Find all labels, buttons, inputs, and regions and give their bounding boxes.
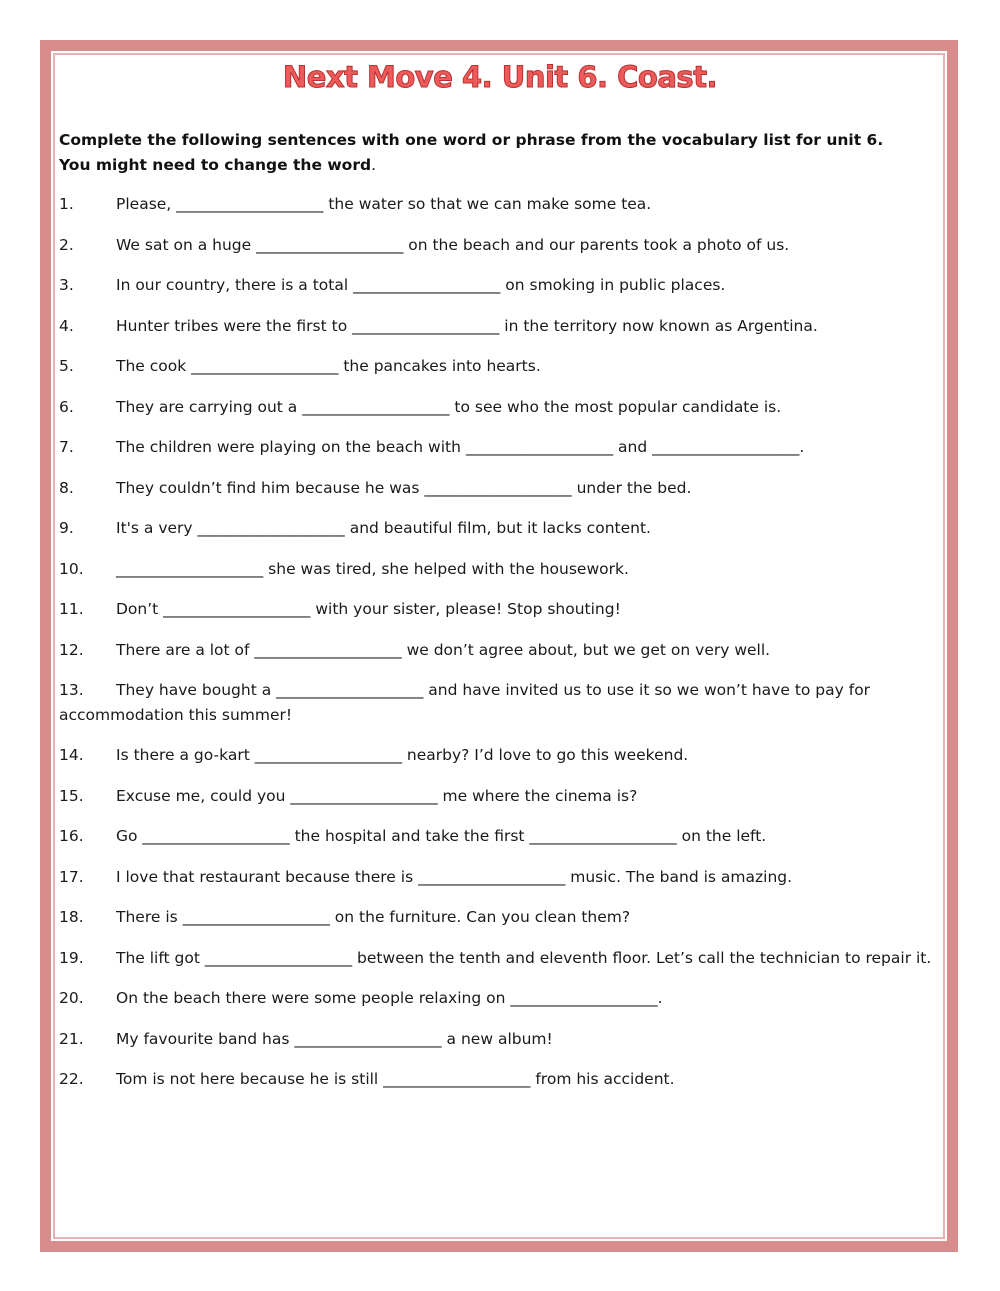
sentence-text: Tom is not here because he is still ___________________ from his accident. — [116, 1070, 675, 1088]
sentence-item — [59, 273, 934, 298]
sentence-number: 20. — [59, 989, 84, 1007]
instructions — [59, 128, 919, 177]
sentence-item — [59, 597, 934, 622]
sentence-text: They are carrying out a ___________________ to see who the most popular candidate is. — [116, 397, 782, 416]
sentence-number: 11. — [59, 600, 84, 618]
sentence-number: 9. — [59, 519, 74, 537]
sentence-item — [59, 476, 934, 501]
sentence-number: 4. — [59, 316, 74, 335]
sentence-text: The cook ___________________ the pancakes into hearts. — [116, 357, 541, 375]
sentence-text: In our country, there is a total ___________________ on smoking in public places. — [116, 276, 726, 294]
sentence-text: My favourite band has ___________________ a new album! — [116, 1029, 553, 1048]
sentence-item — [59, 1027, 934, 1052]
sentence-list — [59, 192, 934, 1108]
sentence-item — [59, 1067, 934, 1092]
sentence-number: 3. — [59, 276, 74, 294]
sentence-text: On the beach there were some people relaxing on ___________________. — [116, 989, 663, 1007]
sentence-text: It's a very ___________________ and beautiful film, but it lacks content. — [116, 519, 651, 537]
sentence-number: 8. — [59, 478, 74, 497]
sentence-number: 12. — [59, 640, 84, 659]
sentence-text: The lift got ___________________ between the tenth and eleventh floor. Let’s call the technician to repair it. — [116, 948, 932, 967]
sentence-number: 15. — [59, 786, 84, 805]
sentence-text: Go ___________________ the hospital and take the first ___________________ on the left. — [116, 827, 767, 845]
worksheet-title: Next Move 4. Unit 6. Coast. — [282, 60, 718, 94]
sentence-number: 19. — [59, 948, 84, 967]
sentence-text: Excuse me, could you ___________________ me where the cinema is? — [116, 786, 638, 805]
sentence-item — [59, 516, 934, 541]
sentence-item — [59, 354, 934, 379]
sentence-number: 18. — [59, 908, 84, 926]
sentence-item — [59, 865, 934, 890]
sentence-text: I love that restaurant because there is ___________________ music. The band is amazing. — [116, 867, 793, 886]
sentence-number: 16. — [59, 827, 84, 845]
sentence-number: 10. — [59, 559, 84, 578]
sentence-item — [59, 678, 934, 727]
sentence-text: Hunter tribes were the first to ___________________ in the territory now known as Argentina. — [116, 316, 818, 335]
sentence-item — [59, 824, 934, 849]
sentence-item — [59, 638, 934, 663]
sentence-number: 14. — [59, 746, 84, 764]
sentence-text: They have bought a ___________________ and have invited us to use it so we won’t have to pay for accommodation this summer! — [59, 681, 871, 724]
sentence-text: There is ___________________ on the furniture. Can you clean them? — [116, 908, 631, 926]
sentence-text: The children were playing on the beach with ___________________ and ___________________. — [116, 438, 805, 456]
sentence-text: Is there a go-kart ___________________ nearby? I’d love to go this weekend. — [116, 746, 689, 764]
sentence-item — [59, 233, 934, 258]
sentence-number: 2. — [59, 235, 74, 254]
instructions-text: Complete the following sentences with one word or phrase from the vocabulary list for unit 6. You might need to change the word — [59, 131, 884, 174]
sentence-number: 6. — [59, 397, 74, 416]
sentence-text: Please, ___________________ the water so that we can make some tea. — [116, 195, 652, 213]
sentence-number: 22. — [59, 1070, 84, 1088]
sentence-text: They couldn’t find him because he was ___________________ under the bed. — [116, 478, 692, 497]
sentence-item — [59, 743, 934, 768]
sentence-number: 5. — [59, 357, 74, 375]
sentence-number: 7. — [59, 438, 74, 456]
sentence-item — [59, 557, 934, 582]
sentence-number: 17. — [59, 867, 84, 886]
sentence-item — [59, 192, 934, 217]
sentence-item — [59, 314, 934, 339]
sentence-text: ___________________ she was tired, she helped with the housework. — [116, 559, 629, 578]
instructions-period: . — [371, 155, 377, 174]
sentence-item — [59, 395, 934, 420]
sentence-text: We sat on a huge ___________________ on the beach and our parents took a photo of us. — [116, 235, 790, 254]
sentence-item — [59, 784, 934, 809]
sentence-item — [59, 905, 934, 930]
sentence-item — [59, 946, 934, 971]
sentence-text: There are a lot of ___________________ we don’t agree about, but we get on very well. — [116, 640, 771, 659]
sentence-item — [59, 986, 934, 1011]
sentence-item — [59, 435, 934, 460]
sentence-number: 1. — [59, 195, 74, 213]
sentence-number: 21. — [59, 1029, 84, 1048]
sentence-text: Don’t ___________________ with your sister, please! Stop shouting! — [116, 600, 621, 618]
sentence-number: 13. — [59, 681, 84, 699]
